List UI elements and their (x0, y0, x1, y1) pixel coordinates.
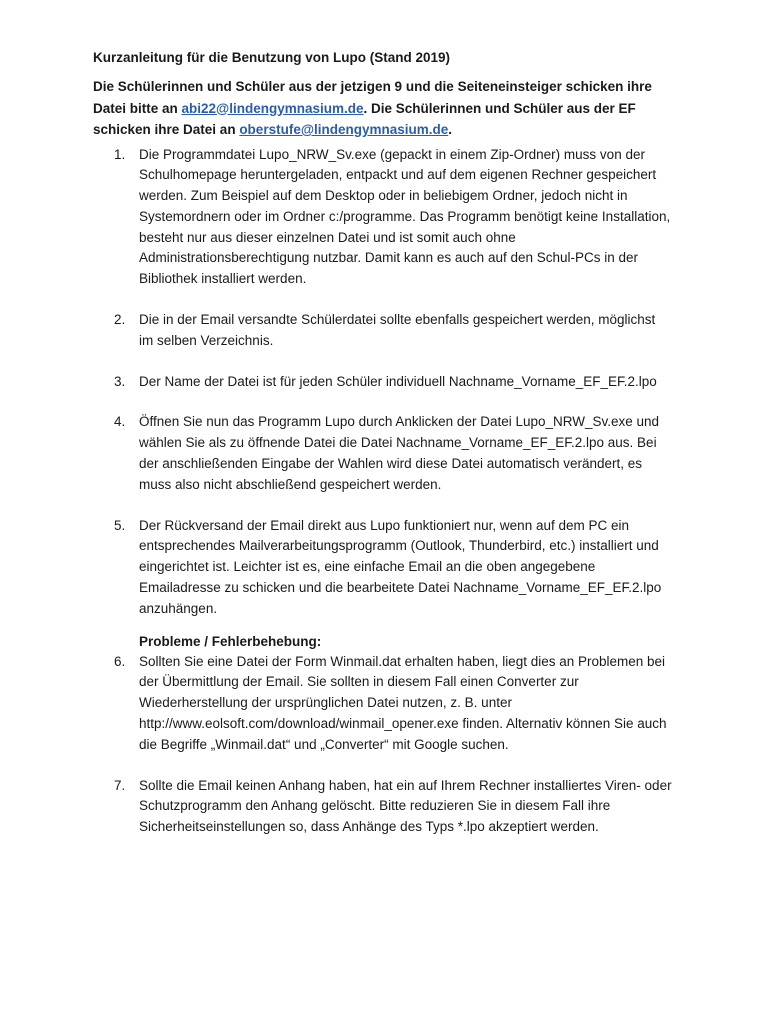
list-item-text: Sollte die Email keinen Anhang haben, hat ein auf Ihrem Rechner installiertes Viren- oder Schutzprogramm den Anhang gelöscht. Bitte reduzieren Sie in diesem Fall ihre Sicherheitseinstellungen so, dass Anhänge des Typs *.lpo akzeptiert werden. (139, 777, 672, 835)
spacer (93, 290, 673, 310)
problems-list (93, 652, 673, 838)
spacer (93, 620, 673, 632)
list-item-number: 2. (114, 312, 126, 328)
list-item (93, 516, 673, 620)
intro-text-2: . Die Schülerinnen und Schüler aus der EF schicken ihre Datei an (93, 100, 636, 137)
list-item-number: 3. (114, 373, 126, 389)
intro-text-1: Die Schülerinnen und Schüler aus der jetzigen 9 und die Seiteneinsteiger schicken ihre Datei bitte an (93, 79, 652, 116)
intro-paragraph (93, 76, 673, 141)
list-item-number: 6. (114, 653, 126, 669)
problems-heading: Probleme / Fehlerbehebung: (139, 633, 322, 649)
list-item-text: Der Name der Datei ist für jeden Schüler individuell Nachname_Vorname_EF_EF.2.lpo (139, 373, 657, 389)
list-item (93, 310, 673, 352)
instruction-list (93, 145, 673, 632)
list-item-number: 7. (114, 777, 126, 793)
list-item (93, 412, 673, 495)
spacer (93, 496, 673, 516)
email-link-oberstufe[interactable]: oberstufe@lindengymnasium.de (239, 122, 449, 137)
document-title: Kurzanleitung für die Benutzung von Lupo (Stand 2019) (93, 50, 450, 65)
list-item-text: Sollten Sie eine Datei der Form Winmail.dat erhalten haben, liegt dies an Problemen bei der Übermittlung der Email. Sie sollten in diesem Fall einen Converter zur Wiederherstellung der ursprünglichen Datei nutzen, z. B. unter http://www.eolsoft.com/download/winmail_opener.exe finden. Alternativ können Sie auch die Begriffe „Winmail.dat“ und „Converter“ mit Google suchen. (139, 653, 667, 752)
list-item-text: Der Rückversand der Email direkt aus Lupo funktioniert nur, wenn auf dem PC ein entsprechendes Mailverarbeitungsprogramm (Outlook, Thunderbird, etc.) installiert und eingerichtet ist. Leichter ist es, eine einfache Email an die oben angegebene Emailadresse zu schicken und die bearbeitete Datei Nachname_Vorname_EF_EF.2.lpo anzuhängen. (139, 517, 662, 616)
list-item (93, 372, 673, 393)
list-item-text: Die Programmdatei Lupo_NRW_Sv.exe (gepackt in einem Zip-Ordner) muss von der Schulhomepage heruntergeladen, entpackt und auf dem eigenen Rechner gespeichert werden. Zum Beispiel auf dem Desktop oder in beliebigem Ordner, jedoch nicht in Systemordnern oder im Ordner c:/programme. Das Programm benötigt keine Installation, besteht nur aus dieser einzelnen Datei und ist somit auch ohne Administrationsberechtigung nutzbar. Damit kann es auch auf den Schul-PCs in der Bibliothek installiert werden. (139, 146, 671, 287)
list-item-number: 1. (114, 146, 126, 162)
list-item (93, 652, 673, 756)
spacer (93, 352, 673, 372)
list-item (93, 776, 673, 838)
spacer (93, 756, 673, 776)
email-link-abi22[interactable]: abi22@lindengymnasium.de (181, 100, 364, 116)
list-item-text: Öffnen Sie nun das Programm Lupo durch Anklicken der Datei Lupo_NRW_Sv.exe und wählen Sie als zu öffnende Datei die Datei Nachname_Vorname_EF_EF.2.lpo aus. Bei der anschließenden Eingabe der Wahlen wird diese Datei automatisch verändert, es muss also nicht abschließend gespeichert werden. (139, 414, 660, 492)
document-page (93, 48, 673, 838)
list-item-number: 5. (114, 517, 126, 533)
list-item (93, 145, 673, 291)
intro-text-3: . (448, 122, 453, 137)
spacer (93, 392, 673, 412)
list-item-text: Die in der Email versandte Schülerdatei sollte ebenfalls gespeichert werden, möglichst im selben Verzeichnis. (139, 312, 656, 348)
list-item-number: 4. (114, 414, 126, 430)
